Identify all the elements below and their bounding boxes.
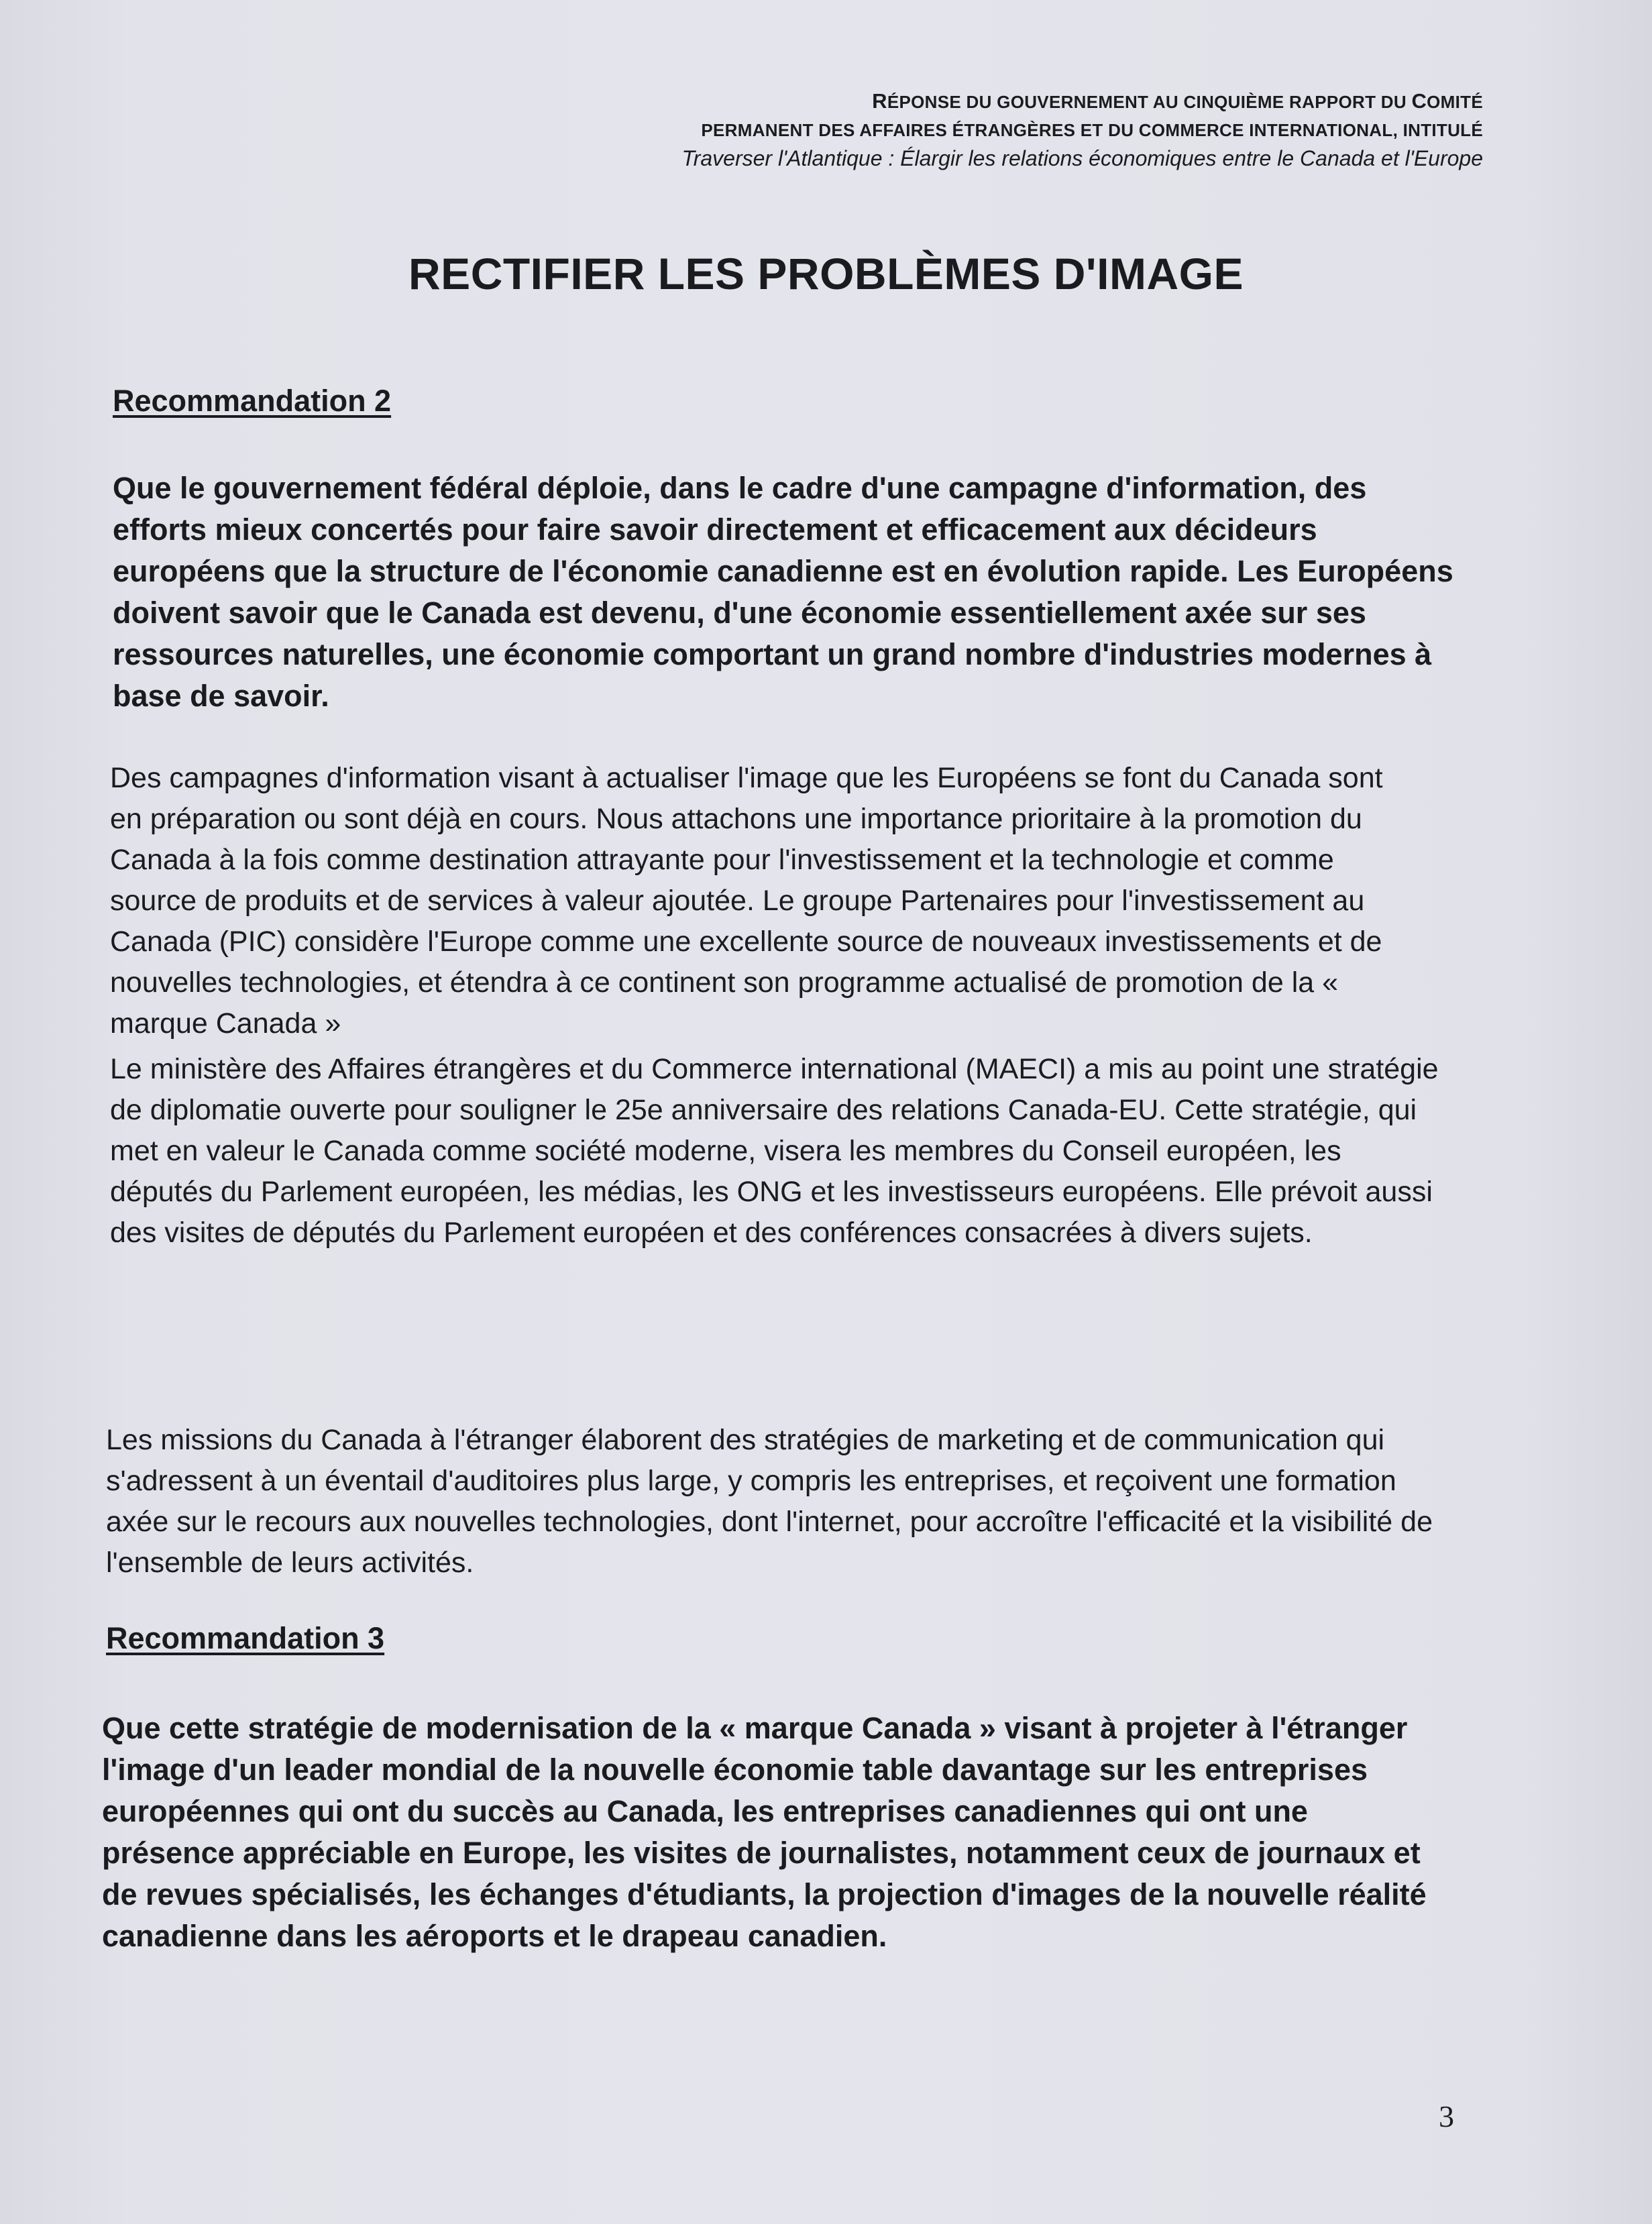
recommendation-2-text: Que le gouvernement fédéral déploie, dans le cadre d'une campagne d'information, des efforts mieux concertés pour faire savoir directement et efficacement aux décideurs européens que la structure de l'économie canadienne est en évolution rapide. Les Européens doivent savoir que le Canada est devenu, d'une économie essentiellement axée sur ses ressources naturelles, une économie comportant un grand nombre d'industries modernes à base de savoir. (113, 471, 1453, 713)
header-line-2: PERMANENT DES AFFAIRES ÉTRANGÈRES ET DU COMMERCE INTERNATIONAL, INTITULÉ (701, 120, 1483, 140)
paragraph-3: Les missions du Canada à l'étranger élaborent des stratégies de marketing et de communication qui s'adressent à un éventail d'auditoires plus large, y compris les entreprises, et reçoivent une formation axée sur le recours aux nouvelles technologies, dont l'internet, pour accroître l'efficacité et la visibilité de l'ensemble de leurs activités. (106, 1424, 1433, 1579)
page-number: 3 (1439, 2099, 1454, 2133)
recommendation-2-heading: Recommandation 2 (113, 384, 392, 418)
paragraph-2: Le ministère des Affaires étrangères et du Commerce international (MAECI) a mis au point une stratégie de diplomatie ouverte pour souligner le 25e anniversaire des relations Canada-EU. Cette stratégie, qui met en valeur le Canada comme société moderne, visera les membres du Conseil européen, les députés du Parlement européen, les médias, les ONG et les investisseurs européens. Elle prévoit aussi des visites de députés du Parlement européen et des conférences consacrées à divers sujets. (110, 1053, 1439, 1249)
recommendation-3-text: Que cette stratégie de modernisation de la « marque Canada » visant à projeter à l'étranger l'image d'un leader mondial de la nouvelle économie table davantage sur les entreprises européennes qui ont du succès au Canada, les entreprises canadiennes qui ont une présence appréciable en Europe, les visites de journalistes, notamment ceux de journaux et de revues spécialisés, les échanges d'étudiants, la projection d'images de la nouvelle réalité canadienne dans les aéroports et le drapeau canadien. (102, 1711, 1427, 1953)
paragraph-1: Des campagnes d'information visant à actualiser l'image que les Européens se font du Canada sont en préparation ou sont déjà en cours. Nous attachons une importance prioritaire à la promotion du Canada à la fois comme destination attrayante pour l'investissement et la technologie et comme source de produits et de services à valeur ajoutée. Le groupe Partenaires pour l'investissement au Canada (PIC) considère l'Europe comme une excellente source de nouveaux investissements et de nouvelles technologies, et étendra à ce continent son programme actualisé de promotion de la « marque Canada » (110, 762, 1383, 1040)
recommendation-3-heading: Recommandation 3 (106, 1621, 385, 1655)
header-line-1: RÉPONSE DU GOUVERNEMENT AU CINQUIÈME RAPPORT DU COMITÉ (872, 89, 1483, 113)
header-line-3: Traverser l'Atlantique : Élargir les relations économiques entre le Canada et l'Europe (681, 146, 1483, 170)
running-header (477, 87, 1483, 172)
page-title: RECTIFIER LES PROBLÈMES D'IMAGE (408, 249, 1244, 298)
